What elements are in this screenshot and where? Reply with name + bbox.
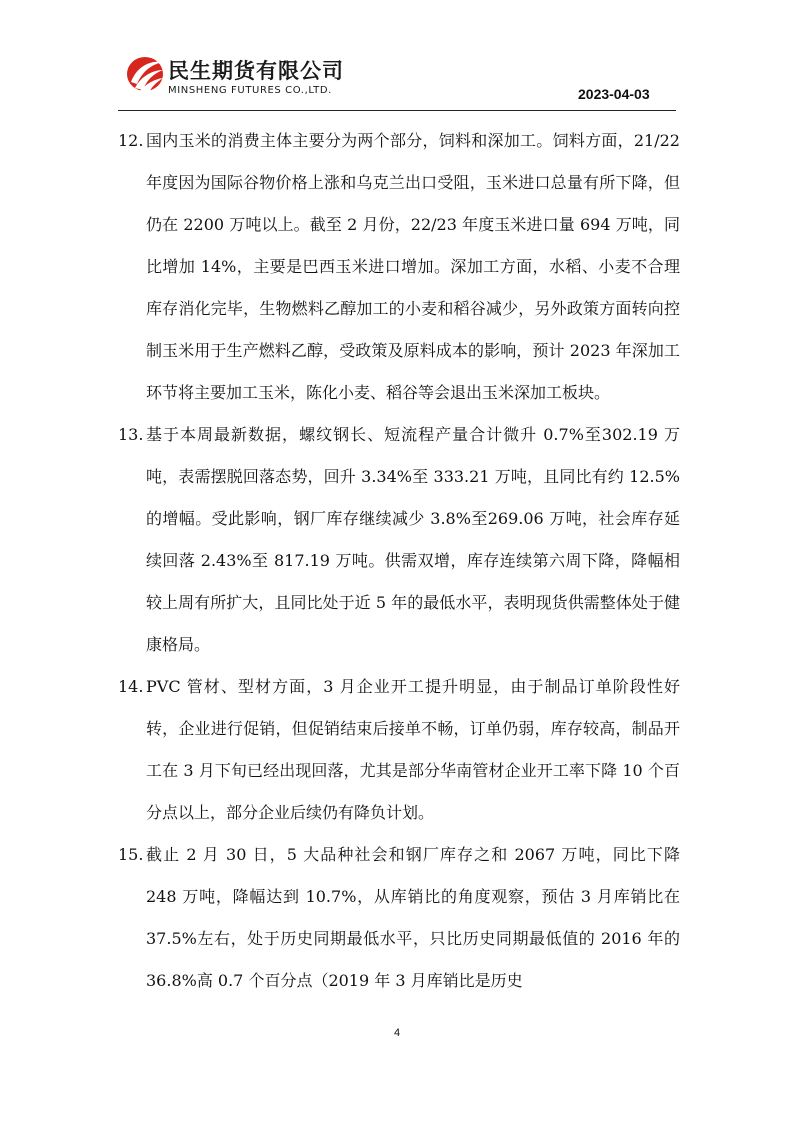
list-item xyxy=(118,414,680,666)
company-name-en: MINSHENG FUTURES CO.,LTD. xyxy=(168,85,332,96)
list-item xyxy=(118,666,680,834)
minsheng-logo-icon xyxy=(125,52,165,94)
page-header xyxy=(0,0,794,112)
item-number: 14. xyxy=(118,677,144,696)
list-item xyxy=(118,120,680,414)
item-text: 基于本周最新数据，螺纹钢长、短流程产量合计微升 0.7%至302.19 万吨，表需摆脱回落态势，回升 3.34%至 333.21 万吨，且同比有约 12.5%的增幅。受此影响，钢厂库存继续减少 3.8%至269.06 万吨，社会库存延续回落 2.43%至 817.19 万吨。供需双增，库存连续第六周下降，降幅相较上周有所扩大，且同比处于近 5 年的最低水平，表明现货供需整体处于健康格局。 xyxy=(146,425,680,654)
report-date: 2023-04-03 xyxy=(578,86,650,102)
page-number: 4 xyxy=(393,1027,401,1039)
list-item xyxy=(118,834,680,1002)
item-text: 国内玉米的消费主体主要分为两个部分，饲料和深加工。饲料方面，21/22 年度因为国际谷物价格上涨和乌克兰出口受阻，玉米进口总量有所下降，但仍在 2200 万吨以上。截至 2 月份，22/23 年度玉米进口量 694 万吨，同比增加 14%，主要是巴西玉米进口增加。深加工方面，水稻、小麦不合理库存消化完毕，生物燃料乙醇加工的小麦和稻谷减少，另外政策方面转向控制玉米用于生产燃料乙醇，受政策及原料成本的影响，预计 2023 年深加工环节将主要加工玉米，陈化小麦、稻谷等会退出玉米深加工板块。 xyxy=(146,131,680,402)
item-text: PVC 管材、型材方面，3 月企业开工提升明显，由于制品订单阶段性好转，企业进行促销，但促销结束后接单不畅，订单仍弱，库存较高，制品开工在 3 月下旬已经出现回落，尤其是部分华南管材企业开工率下降 10 个百分点以上，部分企业后续仍有降负计划。 xyxy=(146,677,680,822)
item-text: 截止 2 月 30 日，5 大品种社会和钢厂库存之和 2067 万吨，同比下降 248 万吨，降幅达到 10.7%，从库销比的角度观察，预估 3 月库销比在 37.5%左右，处于历史同期最低水平，只比历史同期最低值的 2016 年的 36.8%高 0.7 个百分点（2019 年 3 月库销比是历史 xyxy=(146,845,680,990)
item-number: 13. xyxy=(118,425,144,444)
header-divider xyxy=(118,110,676,111)
document-body xyxy=(118,120,680,1002)
company-name-cn: 民生期货有限公司 xyxy=(168,59,344,83)
item-number: 12. xyxy=(118,131,144,150)
item-number: 15. xyxy=(118,845,144,864)
